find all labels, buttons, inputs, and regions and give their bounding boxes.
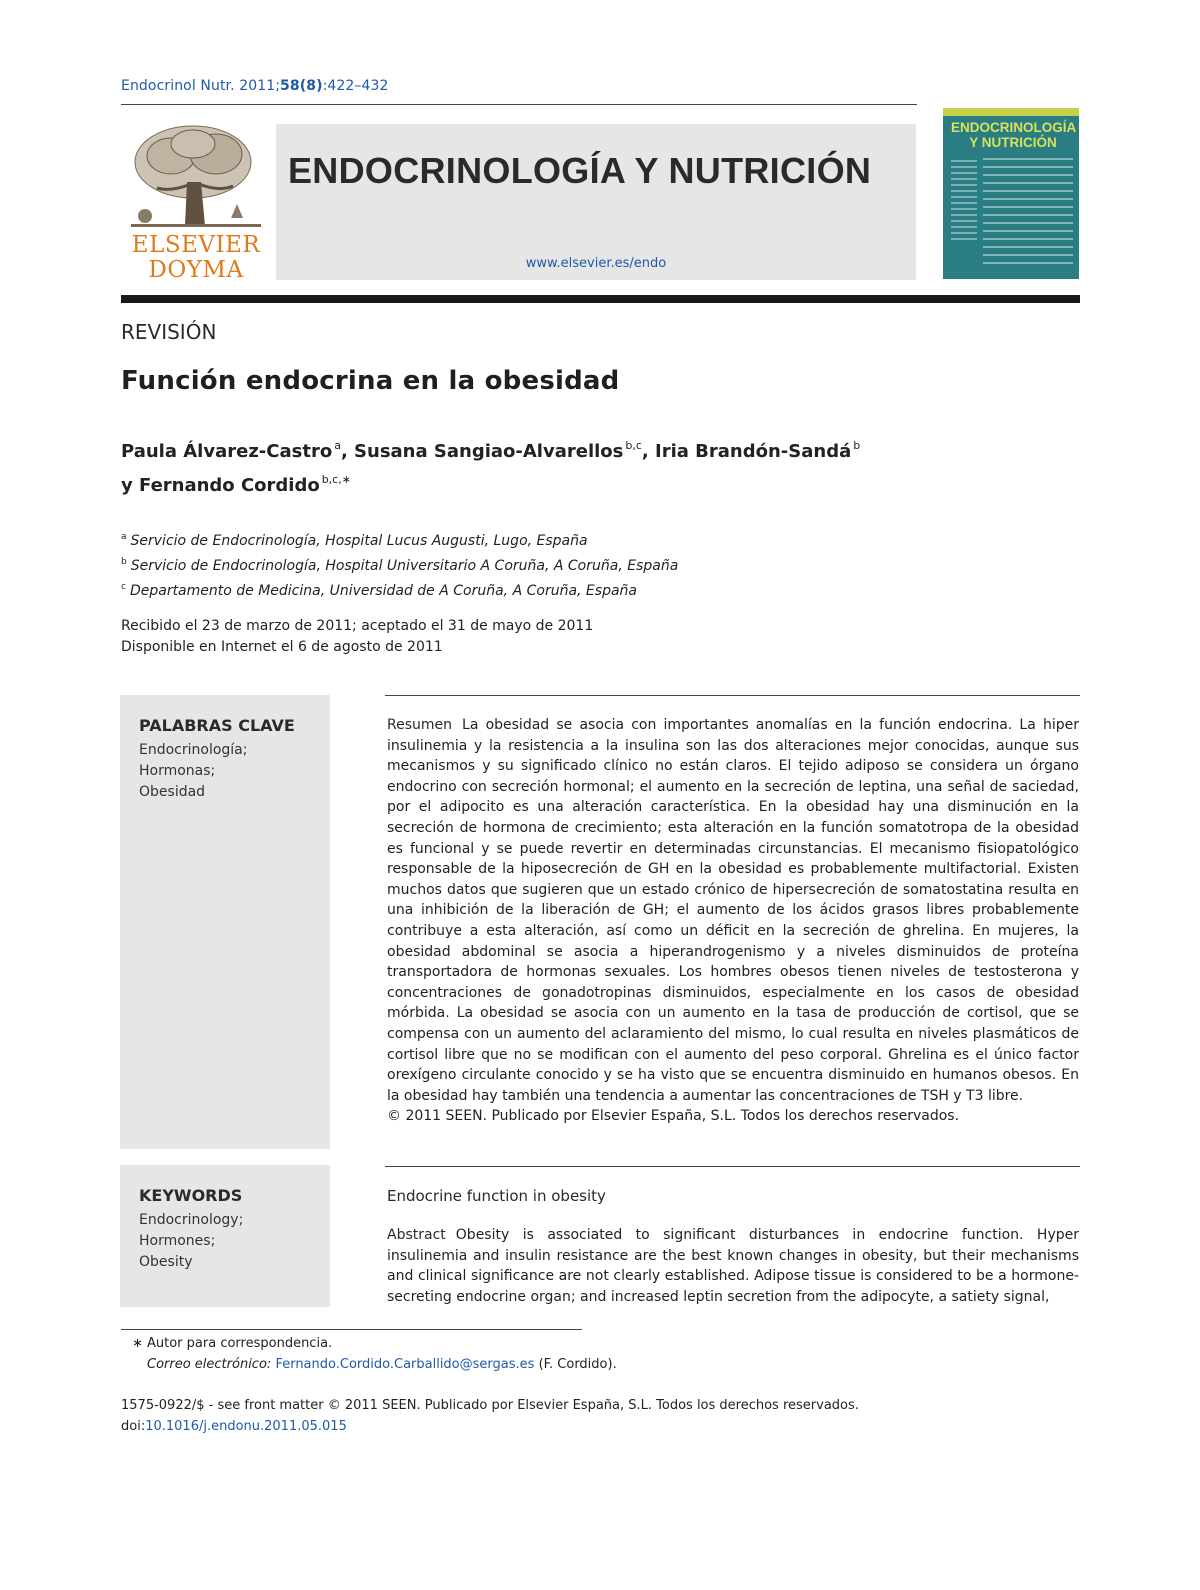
cover-title: [951, 120, 1075, 150]
email-label: Correo electrónico:: [147, 1357, 272, 1372]
tree-icon: [121, 122, 271, 232]
article-title: Función endocrina en la obesidad: [121, 366, 620, 396]
affiliation-item: $^b$ Servicio de Endocrinología, Hospital Universitario A Coruña, A Coruña, España: [121, 557, 679, 574]
author-3: Iria Brandón-Sandá $^b$: [655, 439, 861, 462]
abstract-es-copyright: © 2011 SEEN. Publicado por Elsevier España, S.L. Todos los derechos reservados.: [387, 1108, 960, 1125]
author-4: y Fernando Cordido $^{b,c,∗}$: [121, 473, 351, 496]
doi-label: doi:: [121, 1419, 146, 1434]
keyword-item: Hormones;: [139, 1233, 216, 1249]
header-divider: [121, 295, 1080, 303]
footnote-text: Autor para correspondencia.: [147, 1336, 333, 1351]
abstract-es: [387, 715, 1079, 1127]
keywords-title-en: KEYWORDS: [139, 1186, 243, 1205]
citation-journal: Endocrinol Nutr. 2011;: [121, 78, 281, 94]
issn-line: 1575-0922/$ - see front matter © 2011 SEEN. Publicado por Elsevier España, S.L. Todos los derechos reservados.: [121, 1398, 859, 1413]
top-rule: [121, 104, 917, 105]
keywords-list-es: [139, 740, 247, 803]
author-4-affiliation-mark[interactable]: b,c,∗: [321, 473, 351, 486]
journal-citation: [121, 78, 389, 94]
journal-url[interactable]: [276, 256, 916, 271]
cover-title-line2: Y NUTRICIÓN: [969, 135, 1057, 150]
issn-block: [121, 1395, 1021, 1437]
email-link[interactable]: Fernando.Cordido.Carballido@sergas.es: [275, 1357, 535, 1372]
abstract-es-text: La obesidad se asocia con importantes anomalías en la función endocrina. La hiper insulinemia y la resistencia a la insulina son las dos alteraciones mejor conocidas, aunque sus mecanismos y su significado clínico no están claros. El tejido adiposo se considera un órgano endocrino con secreción hormonal; el aumento en la secreción de leptina, una señal de saciedad, por el adipocito es una alteración característica. En la obesidad hay una disminución en la secreción de hormona de crecimiento; esta alteración en la función somatotropa de la obesidad es funcional y se puede revertir en determinadas circunstancias. El mecanismo fisiopatológico responsable de la hiposecreción de GH en la obesidad es probablemente multifactorial. Existen muchos datos que sugieren que un estado crónico de hipersecreción de somatostatina resulta en una inhibición de la liberación de GH; el aumento de los ácidos grasos libres probablemente contribuye a esta alteración, así como un déficit en la secreción de ghrelina. En mujeres, la obesidad abdominal se asocia a hiperandrogenismo y a niveles disminuidos de proteína transportadora de hormonas sexuales. Los hombres obesos tienen niveles de testosterona y concentraciones de gonadotropinas disminuidos, especialmente en los casos de obesidad mórbida. La obesidad se asocia con un aumento en la tasa de producción de cortisol, que se compensa con un aumento del aclaramiento del mismo, lo cual resulta en niveles plasmáticos de cortisol libre que no se modifican con el aumento del peso corporal. Ghrelina es el único factor orexígeno circulante conocido y se ha visto que se encuentra disminuido en humanos obesos. En la obesidad hay también una tendencia a aumentar las concentraciones de TSH y T3 libre.: [387, 717, 1079, 1104]
correspondence-footnote: [121, 1333, 821, 1375]
journal-cover-image: [943, 108, 1079, 279]
author-2: Susana Sangiao-Alvarellos $^{b,c}$,: [354, 439, 656, 462]
cover-contents-lines: [983, 158, 1073, 270]
author-1-affiliation-mark[interactable]: a: [334, 439, 341, 452]
affiliation-item: $^c$ Departamento de Medicina, Universidad de A Coruña, A Coruña, España: [121, 582, 637, 599]
footnote-rule: [121, 1329, 582, 1330]
affiliation-item: $^a$ Servicio de Endocrinología, Hospital Lucus Augusti, Lugo, España: [121, 532, 588, 549]
cover-top-bar: [943, 108, 1079, 116]
abstract-en: [387, 1225, 1079, 1315]
keywords-list-en: [139, 1210, 243, 1273]
section-label: REVISIÓN: [121, 320, 217, 344]
keywords-box-es: [120, 695, 330, 1149]
abstract-es-lead: Resumen: [387, 717, 453, 733]
abstract-en-title: Endocrine function in obesity: [387, 1187, 606, 1205]
journal-title: ENDOCRINOLOGÍA Y NUTRICIÓN: [288, 150, 872, 191]
abstract-en-rule: [385, 1166, 1080, 1167]
author-list: [121, 432, 1081, 500]
elsevier-doyma-logo: [121, 122, 271, 284]
author-2-affiliation-mark[interactable]: b,c: [625, 439, 642, 452]
cover-left-column: [951, 160, 977, 244]
article-dates: [121, 616, 1021, 658]
doi-link[interactable]: 10.1016/j.endonu.2011.05.015: [145, 1419, 347, 1434]
received-date: Recibido el 23 de marzo de 2011; aceptado el 31 de mayo de 2011: [121, 618, 594, 634]
citation-pages: :422–432: [322, 78, 389, 94]
keywords-title-es: PALABRAS CLAVE: [139, 716, 295, 735]
abstract-en-text: Obesity is associated to significant disturbances in endocrine function. Hyper insulinemia and insulin resistance are the best known changes in obesity, but their mechanisms and clinical significance are not clearly established. Adipose tissue is considered to be a hormone-secreting endocrine organ; and increased leptin secretion from the adipocyte, a satiety signal,: [387, 1227, 1079, 1305]
keywords-box-en: [120, 1165, 330, 1307]
journal-banner: [276, 124, 916, 280]
author-1: Paula Álvarez-Castro $^a$,: [121, 439, 355, 462]
journal-url-link[interactable]: www.elsevier.es/endo: [525, 256, 667, 271]
footnote-mark: ∗: [132, 1336, 143, 1351]
keyword-item: Endocrinología;: [139, 742, 248, 758]
email-suffix: (F. Cordido).: [538, 1357, 617, 1372]
logo-word-elsevier: ELSEVIER: [131, 232, 261, 258]
keyword-item: Obesidad: [139, 784, 206, 800]
abstract-es-rule: [385, 695, 1080, 696]
abstract-en-lead: Abstract: [387, 1227, 446, 1243]
citation-volume: 58(8): [280, 78, 323, 94]
author-3-affiliation-mark[interactable]: b: [853, 439, 861, 452]
keyword-item: Hormonas;: [139, 763, 216, 779]
online-date: Disponible en Internet el 6 de agosto de 2011: [121, 639, 443, 655]
keyword-item: Endocrinology;: [139, 1212, 244, 1228]
affiliations: [121, 527, 1021, 602]
logo-word-doyma: DOYMA: [148, 257, 244, 283]
keyword-item: Obesity: [139, 1254, 193, 1270]
cover-title-line1: ENDOCRINOLOGÍA: [951, 120, 1077, 135]
